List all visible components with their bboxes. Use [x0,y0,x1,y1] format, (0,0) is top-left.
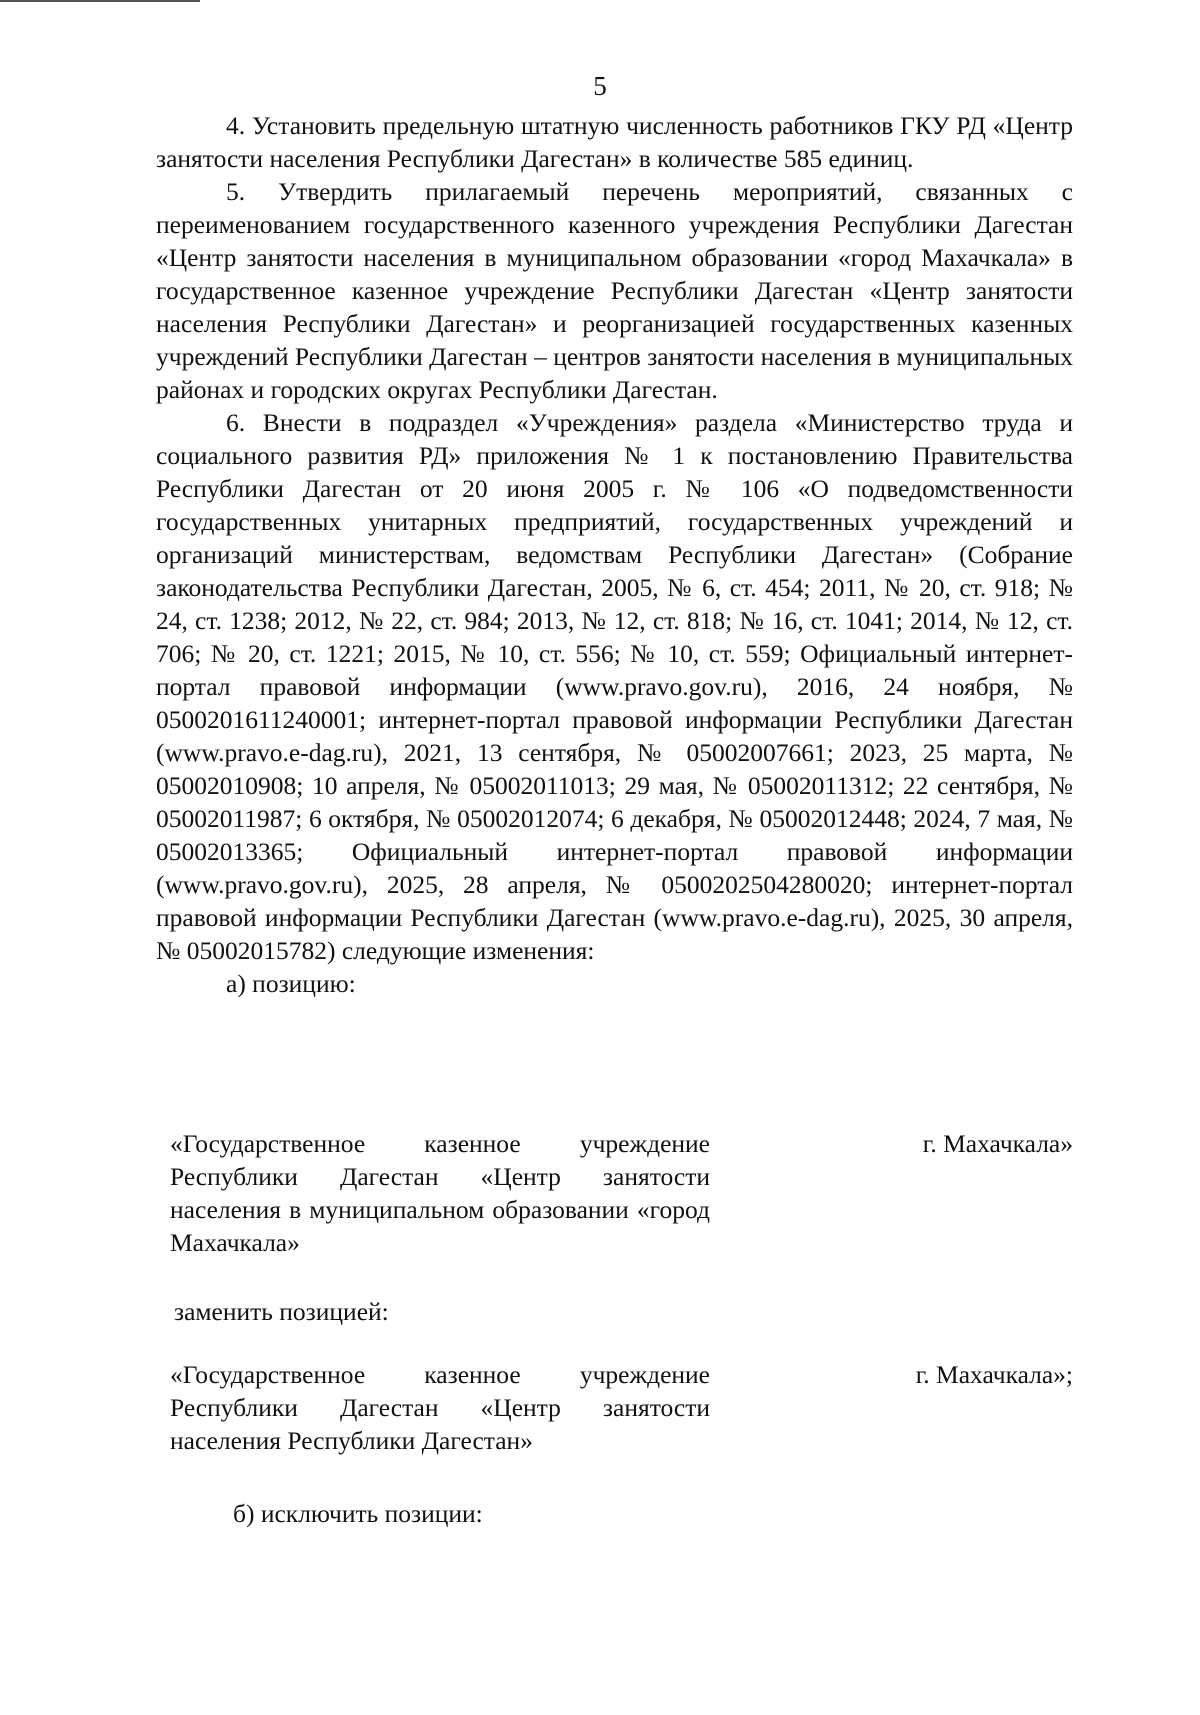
item-a-label: а) позицию: [226,969,356,998]
document-body [156,109,1073,1000]
old-position-location: г. Махачкала» [922,1129,1073,1158]
scan-edge-line [0,0,200,2]
page-number: 5 [593,71,607,101]
paragraph-4: 4. Установить предельную штатную численность работников ГКУ РД «Центр занятости населения Республики Дагестан» в количестве 585 единиц. [156,111,1073,173]
paragraph-6: 6. Внести в подраздел «Учреждения» раздела «Министерство труда и социального развития РД» приложения № 1 к постановлению Правительства Республики Дагестан от 20 июня 2005 г. № 106 «О подведомственности государственных унитарных предприятий, государственных учреждений и организаций министерствам, ведомствам Республики Дагестан» (Собрание законодательства Республики Дагестан, 2005, № 6, ст. 454; 2011, № 20, ст. 918; № 24, ст. 1238; 2012, № 22, ст. 984; 2013, № 12, ст. 818; № 16, ст. 1041; 2014, № 12, ст. 706; № 20, ст. 1221; 2015, № 10, ст. 556; № 10, ст. 559; Официальный интернет-портал правовой информации (www.pravo.gov.ru), 2016, 24 ноября, № 0500201611240001; интернет-портал правовой информации Республики Дагестан (www.pravo.e-dag.ru), 2021, 13 сентября, № 05002007661; 2023, 25 марта, № 05002010908; 10 апреля, № 05002011013; 29 мая, № 05002011312; 22 сентября, № 05002011987; 6 октября, № 05002012074; 6 декабря, № 05002012448; 2024, 7 мая, № 05002013365; Официальный интернет-портал правовой информации (www.pravo.gov.ru), 2025, 28 апреля, № 0500202504280020; интернет-портал правовой информации Республики Дагестан (www.pravo.e-dag.ru), 2025, 30 апреля, № 05002015782) следующие изменения: [156,408,1073,965]
old-position-name: «Государственное казенное учреждение Республики Дагестан «Центр занятости населения в муниципальном образовании «город Махачкала» [170,1129,710,1257]
new-position-name: «Государственное казенное учреждение Республики Дагестан «Центр занятости населения Республики Дагестан» [170,1360,710,1455]
paragraph-5: 5. Утвердить прилагаемый перечень мероприятий, связанных с переименованием государственного казенного учреждения Республики Дагестан «Центр занятости населения в муниципальном образовании «город Махачкала» в государственное казенное учреждение Республики Дагестан «Центр занятости населения Республики Дагестан» и реорганизацией государственных казенных учреждений Республики Дагестан – центров занятости населения в муниципальных районах и городских округах Республики Дагестан. [156,177,1073,404]
replace-label: заменить позицией: [174,1297,389,1326]
item-b-label: б) исключить позиции: [233,1499,483,1528]
new-position-location: г. Махачкала»; [915,1360,1073,1389]
old-position [170,1127,1073,1259]
new-position [170,1358,1073,1457]
